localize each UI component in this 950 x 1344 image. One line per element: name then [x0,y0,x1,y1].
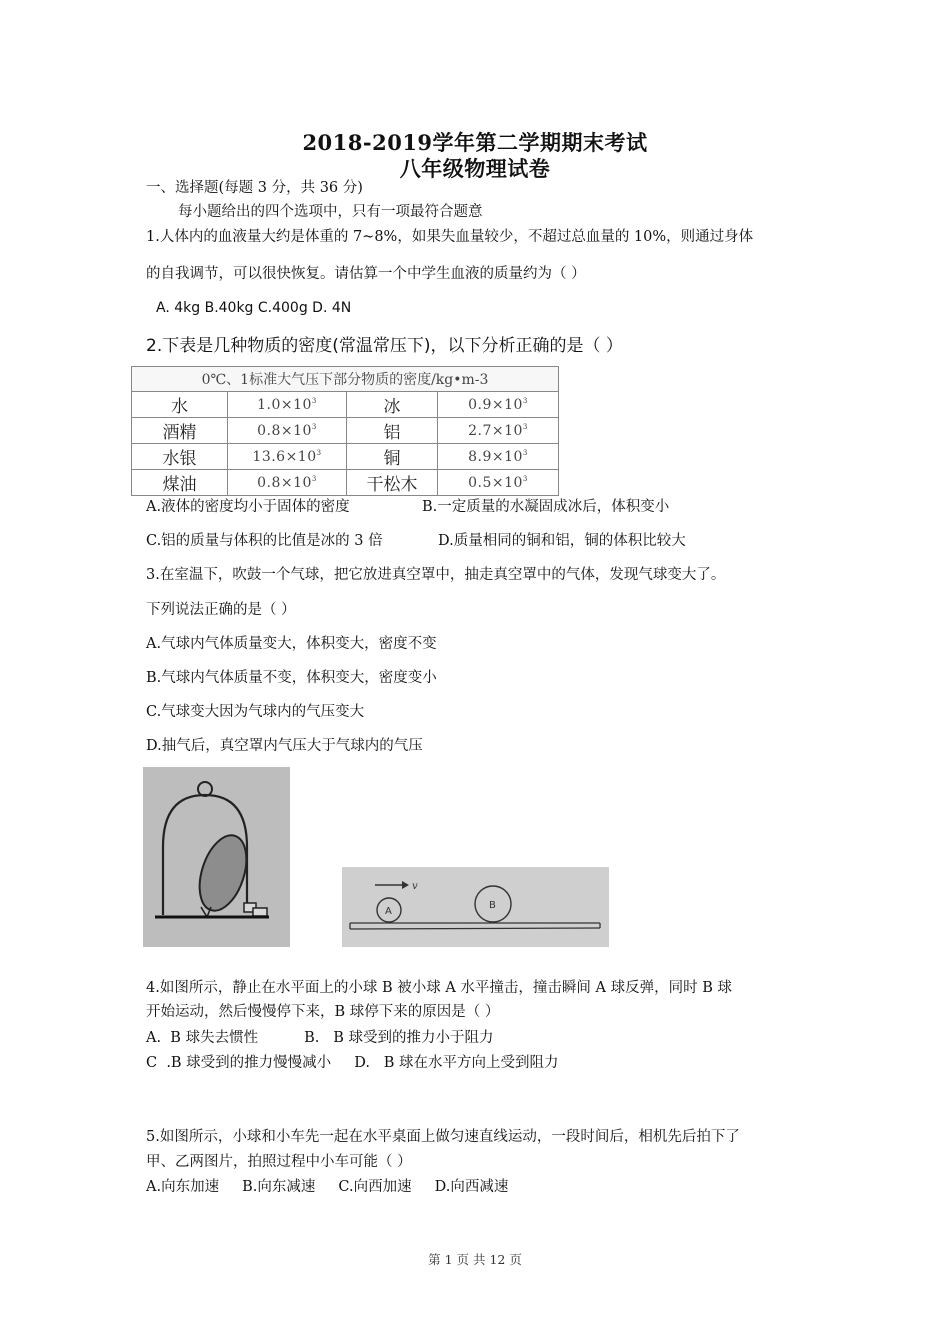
q1-line2: 的自我调节，可以很快恢复。请估算一个中学生血液的质量约为（ ） [146,266,586,282]
ball-a-label: A [385,906,392,917]
table-row [132,418,559,444]
density-value: $2.7\times 10^3$ [438,418,559,444]
q2-option-b: B.一定质量的水凝固成冰后，体积变小 [422,499,670,515]
q5-line2: 甲、乙两图片，拍照过程中小车可能（ ） [146,1154,412,1170]
section-heading: 一、选择题(每题 3 分，共 36 分) [146,180,363,196]
density-value: $8.9\times 10^3$ [438,444,559,470]
q2-option-c: C.铝的质量与体积的比值是冰的 3 倍 [146,533,383,549]
substance-name: 冰 [347,392,438,418]
q4-options-cd: C .B 球受到的推力慢慢减小 D. B 球在水平方向上受到阻力 [146,1055,559,1071]
density-value: $13.6\times 10^3$ [228,444,347,470]
q3-option-c: C.气球变大因为气球内的气压变大 [146,704,365,720]
q3-option-a: A.气球内气体质量变大，体积变大，密度不变 [146,636,437,652]
q1-options: A. 4kg B.40kg C.400g D. 4N [156,300,352,316]
q3-line2: 下列说法正确的是（ ） [146,602,296,618]
density-table [131,366,559,496]
ball-b-label: B [489,900,496,911]
density-value: $0.5\times 10^3$ [438,470,559,496]
density-table-caption: 0℃、1标准大气压下部分物质的密度/kg•m-3 [132,367,559,392]
q2-option-a: A.液体的密度均小于固体的密度 [146,499,350,515]
q5-options: A.向东加速 B.向东减速 C.向西加速 D.向西减速 [146,1179,509,1195]
table-row [132,470,559,496]
balls-collision-figure [342,867,609,947]
q2-stem: 2.下表是几种物质的密度(常温常压下)，以下分析正确的是（ ） [146,336,623,356]
q3-option-b: B.气球内气体质量不变，体积变大，密度变小 [146,670,437,686]
q4-line1: 4.如图所示，静止在水平面上的小球 B 被小球 A 水平撞击，撞击瞬间 A 球反弹，同时 B 球 [146,980,732,996]
bell-jar-balloon-figure [143,767,290,947]
exam-title-line2: 八年级物理试卷 [399,156,551,181]
substance-name: 干松木 [347,470,438,496]
density-value: $0.8\times 10^3$ [228,418,347,444]
substance-name: 铝 [347,418,438,444]
q3-option-d: D.抽气后，真空罩内气压大于气球内的气压 [146,738,423,754]
table-row [132,392,559,418]
density-value: $1.0\times 10^3$ [228,392,347,418]
q1-line1: 1.人体内的血液量大约是体重的 7~8%，如果失血量较少，不超过总血量的 10%，则通过身体 [146,229,754,245]
q4-line2: 开始运动，然后慢慢停下来，B 球停下来的原因是（ ） [146,1004,500,1020]
substance-name: 铜 [347,444,438,470]
substance-name: 酒精 [132,418,228,444]
substance-name: 煤油 [132,470,228,496]
page-number: 第 1 页 共 12 页 [428,1252,522,1267]
substance-name: 水 [132,392,228,418]
exam-title-line1: 2018-2019学年第二学期期末考试 [302,130,648,155]
q3-line1: 3.在室温下，吹鼓一个气球，把它放进真空罩中，抽走真空罩中的气体，发现气球变大了。 [146,567,726,583]
density-value: $0.9\times 10^3$ [438,392,559,418]
substance-name: 水银 [132,444,228,470]
q5-line1: 5.如图所示，小球和小车先一起在水平桌面上做匀速直线运动，一段时间后，相机先后拍下了 [146,1129,740,1145]
section-instruction: 每小题给出的四个选项中，只有一项最符合题意 [178,204,483,220]
velocity-label: v [412,881,418,892]
density-value: $0.8\times 10^3$ [228,470,347,496]
q2-option-d: D.质量相同的铜和铝，铜的体积比较大 [438,533,686,549]
table-row [132,444,559,470]
q4-options-ab: A. B 球失去惯性 B. B 球受到的推力小于阻力 [146,1030,494,1046]
